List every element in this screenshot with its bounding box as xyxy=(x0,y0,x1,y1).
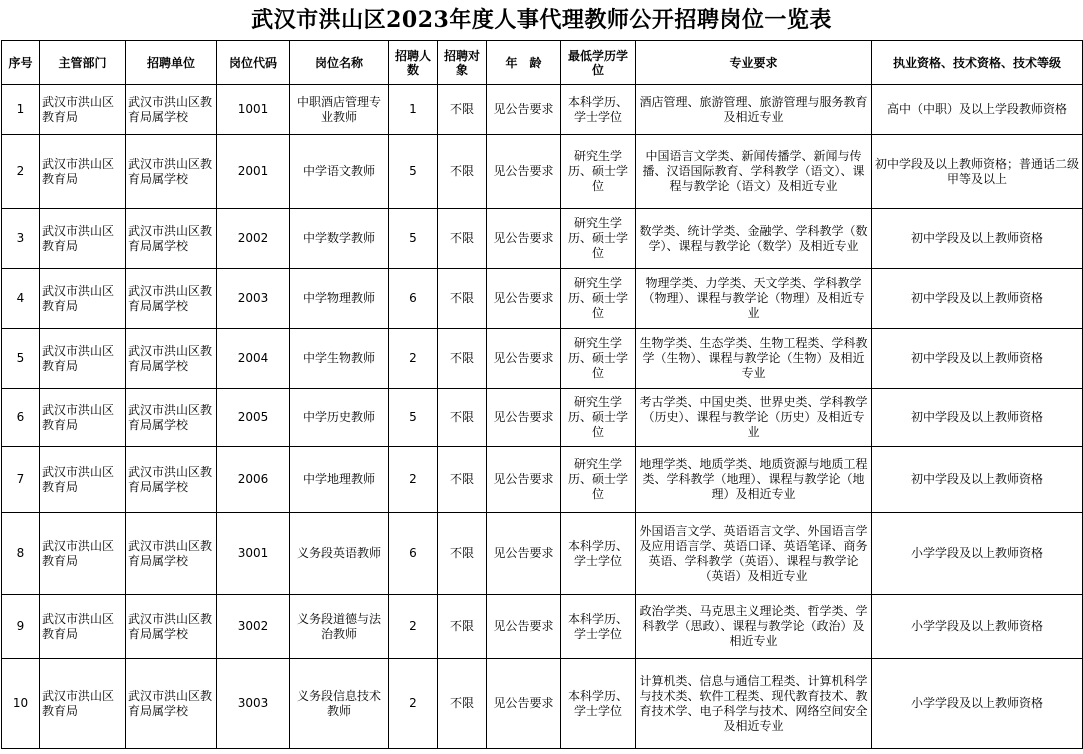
header-unit: 招聘单位 xyxy=(126,41,217,85)
cell-code: 2001 xyxy=(217,135,290,209)
cell-name: 义务段信息技术教师 xyxy=(290,659,389,749)
cell-unit: 武汉市洪山区教育局属学校 xyxy=(126,269,217,329)
header-qual: 执业资格、技术资格、技术等级 xyxy=(872,41,1083,85)
cell-target: 不限 xyxy=(438,595,487,659)
cell-count: 1 xyxy=(389,85,438,135)
cell-dept: 武汉市洪山区教育局 xyxy=(40,135,126,209)
cell-age: 见公告要求 xyxy=(487,135,561,209)
table-row xyxy=(2,513,1083,595)
cell-name: 中学物理教师 xyxy=(290,269,389,329)
page-title: 武汉市洪山区2023年度人事代理教师公开招聘岗位一览表 xyxy=(251,7,832,33)
cell-dept: 武汉市洪山区教育局 xyxy=(40,447,126,513)
recruitment-table xyxy=(1,40,1083,749)
cell-major: 考古学类、中国史类、世界史类、学科教学（历史）、课程与教学论（历史）及相近专业 xyxy=(636,389,872,447)
cell-target: 不限 xyxy=(438,389,487,447)
cell-major: 酒店管理、旅游管理、旅游管理与服务教育及相近专业 xyxy=(636,85,872,135)
cell-qual: 初中学段及以上教师资格；普通话二级甲等及以上 xyxy=(872,135,1083,209)
cell-edu: 研究生学历、硕士学位 xyxy=(561,209,636,269)
cell-name: 义务段英语教师 xyxy=(290,513,389,595)
cell-age: 见公告要求 xyxy=(487,329,561,389)
header-seq: 序号 xyxy=(2,41,40,85)
header-age: 年 龄 xyxy=(487,41,561,85)
cell-code: 2005 xyxy=(217,389,290,447)
cell-unit: 武汉市洪山区教育局属学校 xyxy=(126,389,217,447)
cell-qual: 初中学段及以上教师资格 xyxy=(872,269,1083,329)
table-row xyxy=(2,595,1083,659)
cell-code: 3002 xyxy=(217,595,290,659)
cell-count: 6 xyxy=(389,269,438,329)
cell-major: 外国语言文学、英语语言文学、外国语言学及应用语言学、英语口译、英语笔译、商务英语、学科教学（英语）、课程与教学论（英语）及相近专业 xyxy=(636,513,872,595)
cell-code: 2006 xyxy=(217,447,290,513)
cell-qual: 高中（中职）及以上学段教师资格 xyxy=(872,85,1083,135)
header-count: 招聘人数 xyxy=(389,41,438,85)
cell-edu: 研究生学历、硕士学位 xyxy=(561,329,636,389)
cell-qual: 小学学段及以上教师资格 xyxy=(872,595,1083,659)
cell-unit: 武汉市洪山区教育局属学校 xyxy=(126,135,217,209)
cell-age: 见公告要求 xyxy=(487,269,561,329)
cell-seq: 8 xyxy=(2,513,40,595)
table-row xyxy=(2,447,1083,513)
cell-dept: 武汉市洪山区教育局 xyxy=(40,389,126,447)
cell-count: 5 xyxy=(389,389,438,447)
header-code: 岗位代码 xyxy=(217,41,290,85)
table-row xyxy=(2,659,1083,749)
cell-major: 政治学类、马克思主义理论类、哲学类、学科教学（思政）、课程与教学论（政治）及相近专业 xyxy=(636,595,872,659)
cell-code: 3003 xyxy=(217,659,290,749)
cell-dept: 武汉市洪山区教育局 xyxy=(40,85,126,135)
cell-dept: 武汉市洪山区教育局 xyxy=(40,329,126,389)
cell-name: 中学地理教师 xyxy=(290,447,389,513)
cell-count: 2 xyxy=(389,447,438,513)
cell-edu: 本科学历、学士学位 xyxy=(561,513,636,595)
cell-target: 不限 xyxy=(438,659,487,749)
cell-target: 不限 xyxy=(438,329,487,389)
cell-target: 不限 xyxy=(438,135,487,209)
cell-count: 6 xyxy=(389,513,438,595)
cell-major: 生物学类、生态学类、生物工程类、学科教学（生物）、课程与教学论（生物）及相近专业 xyxy=(636,329,872,389)
cell-seq: 2 xyxy=(2,135,40,209)
cell-unit: 武汉市洪山区教育局属学校 xyxy=(126,595,217,659)
cell-qual: 初中学段及以上教师资格 xyxy=(872,209,1083,269)
cell-major: 数学类、统计学类、金融学、学科教学（数学）、课程与教学论（数学）及相近专业 xyxy=(636,209,872,269)
cell-edu: 本科学历、学士学位 xyxy=(561,595,636,659)
cell-major: 地理学类、地质学类、地质资源与地质工程类、学科教学（地理）、课程与教学论（地理）及相近专业 xyxy=(636,447,872,513)
cell-age: 见公告要求 xyxy=(487,389,561,447)
table-row xyxy=(2,329,1083,389)
cell-name: 中职酒店管理专业教师 xyxy=(290,85,389,135)
cell-edu: 研究生学历、硕士学位 xyxy=(561,447,636,513)
cell-age: 见公告要求 xyxy=(487,595,561,659)
cell-age: 见公告要求 xyxy=(487,85,561,135)
cell-dept: 武汉市洪山区教育局 xyxy=(40,595,126,659)
cell-dept: 武汉市洪山区教育局 xyxy=(40,513,126,595)
cell-target: 不限 xyxy=(438,447,487,513)
cell-unit: 武汉市洪山区教育局属学校 xyxy=(126,85,217,135)
cell-age: 见公告要求 xyxy=(487,209,561,269)
cell-qual: 初中学段及以上教师资格 xyxy=(872,389,1083,447)
cell-name: 中学数学教师 xyxy=(290,209,389,269)
table-row xyxy=(2,389,1083,447)
cell-name: 中学历史教师 xyxy=(290,389,389,447)
header-name: 岗位名称 xyxy=(290,41,389,85)
cell-name: 中学生物教师 xyxy=(290,329,389,389)
cell-target: 不限 xyxy=(438,85,487,135)
cell-seq: 4 xyxy=(2,269,40,329)
cell-major: 计算机类、信息与通信工程类、计算机科学与技术类、软件工程类、现代教育技术、教育技术学、电子科学与技术、网络空间安全及相近专业 xyxy=(636,659,872,749)
cell-major: 中国语言文学类、新闻传播学、新闻与传播、汉语国际教育、学科教学（语文）、课程与教学论（语文）及相近专业 xyxy=(636,135,872,209)
cell-name: 中学语文教师 xyxy=(290,135,389,209)
cell-count: 2 xyxy=(389,329,438,389)
cell-qual: 初中学段及以上教师资格 xyxy=(872,329,1083,389)
cell-age: 见公告要求 xyxy=(487,659,561,749)
cell-count: 5 xyxy=(389,135,438,209)
cell-unit: 武汉市洪山区教育局属学校 xyxy=(126,329,217,389)
cell-unit: 武汉市洪山区教育局属学校 xyxy=(126,447,217,513)
cell-code: 2004 xyxy=(217,329,290,389)
cell-seq: 5 xyxy=(2,329,40,389)
cell-major: 物理学类、力学类、天文学类、学科教学（物理）、课程与教学论（物理）及相近专业 xyxy=(636,269,872,329)
table-row xyxy=(2,209,1083,269)
cell-name: 义务段道德与法治教师 xyxy=(290,595,389,659)
cell-qual: 小学学段及以上教师资格 xyxy=(872,513,1083,595)
cell-dept: 武汉市洪山区教育局 xyxy=(40,209,126,269)
cell-count: 2 xyxy=(389,659,438,749)
cell-age: 见公告要求 xyxy=(487,513,561,595)
cell-unit: 武汉市洪山区教育局属学校 xyxy=(126,513,217,595)
header-major: 专业要求 xyxy=(636,41,872,85)
cell-qual: 初中学段及以上教师资格 xyxy=(872,447,1083,513)
cell-target: 不限 xyxy=(438,513,487,595)
cell-count: 5 xyxy=(389,209,438,269)
cell-age: 见公告要求 xyxy=(487,447,561,513)
cell-dept: 武汉市洪山区教育局 xyxy=(40,659,126,749)
cell-target: 不限 xyxy=(438,209,487,269)
table-header-row xyxy=(2,41,1083,85)
cell-count: 2 xyxy=(389,595,438,659)
cell-target: 不限 xyxy=(438,269,487,329)
cell-seq: 7 xyxy=(2,447,40,513)
cell-dept: 武汉市洪山区教育局 xyxy=(40,269,126,329)
cell-seq: 6 xyxy=(2,389,40,447)
cell-edu: 本科学历、学士学位 xyxy=(561,85,636,135)
table-row xyxy=(2,135,1083,209)
table-row xyxy=(2,269,1083,329)
cell-code: 2002 xyxy=(217,209,290,269)
cell-qual: 小学学段及以上教师资格 xyxy=(872,659,1083,749)
cell-edu: 研究生学历、硕士学位 xyxy=(561,135,636,209)
header-target: 招聘对象 xyxy=(438,41,487,85)
cell-seq: 9 xyxy=(2,595,40,659)
header-edu: 最低学历学位 xyxy=(561,41,636,85)
cell-edu: 研究生学历、硕士学位 xyxy=(561,389,636,447)
cell-edu: 本科学历、学士学位 xyxy=(561,659,636,749)
cell-code: 1001 xyxy=(217,85,290,135)
cell-code: 3001 xyxy=(217,513,290,595)
cell-seq: 3 xyxy=(2,209,40,269)
cell-seq: 1 xyxy=(2,85,40,135)
table-row xyxy=(2,85,1083,135)
cell-code: 2003 xyxy=(217,269,290,329)
cell-unit: 武汉市洪山区教育局属学校 xyxy=(126,209,217,269)
header-dept: 主管部门 xyxy=(40,41,126,85)
cell-unit: 武汉市洪山区教育局属学校 xyxy=(126,659,217,749)
cell-seq: 10 xyxy=(2,659,40,749)
cell-edu: 研究生学历、硕士学位 xyxy=(561,269,636,329)
